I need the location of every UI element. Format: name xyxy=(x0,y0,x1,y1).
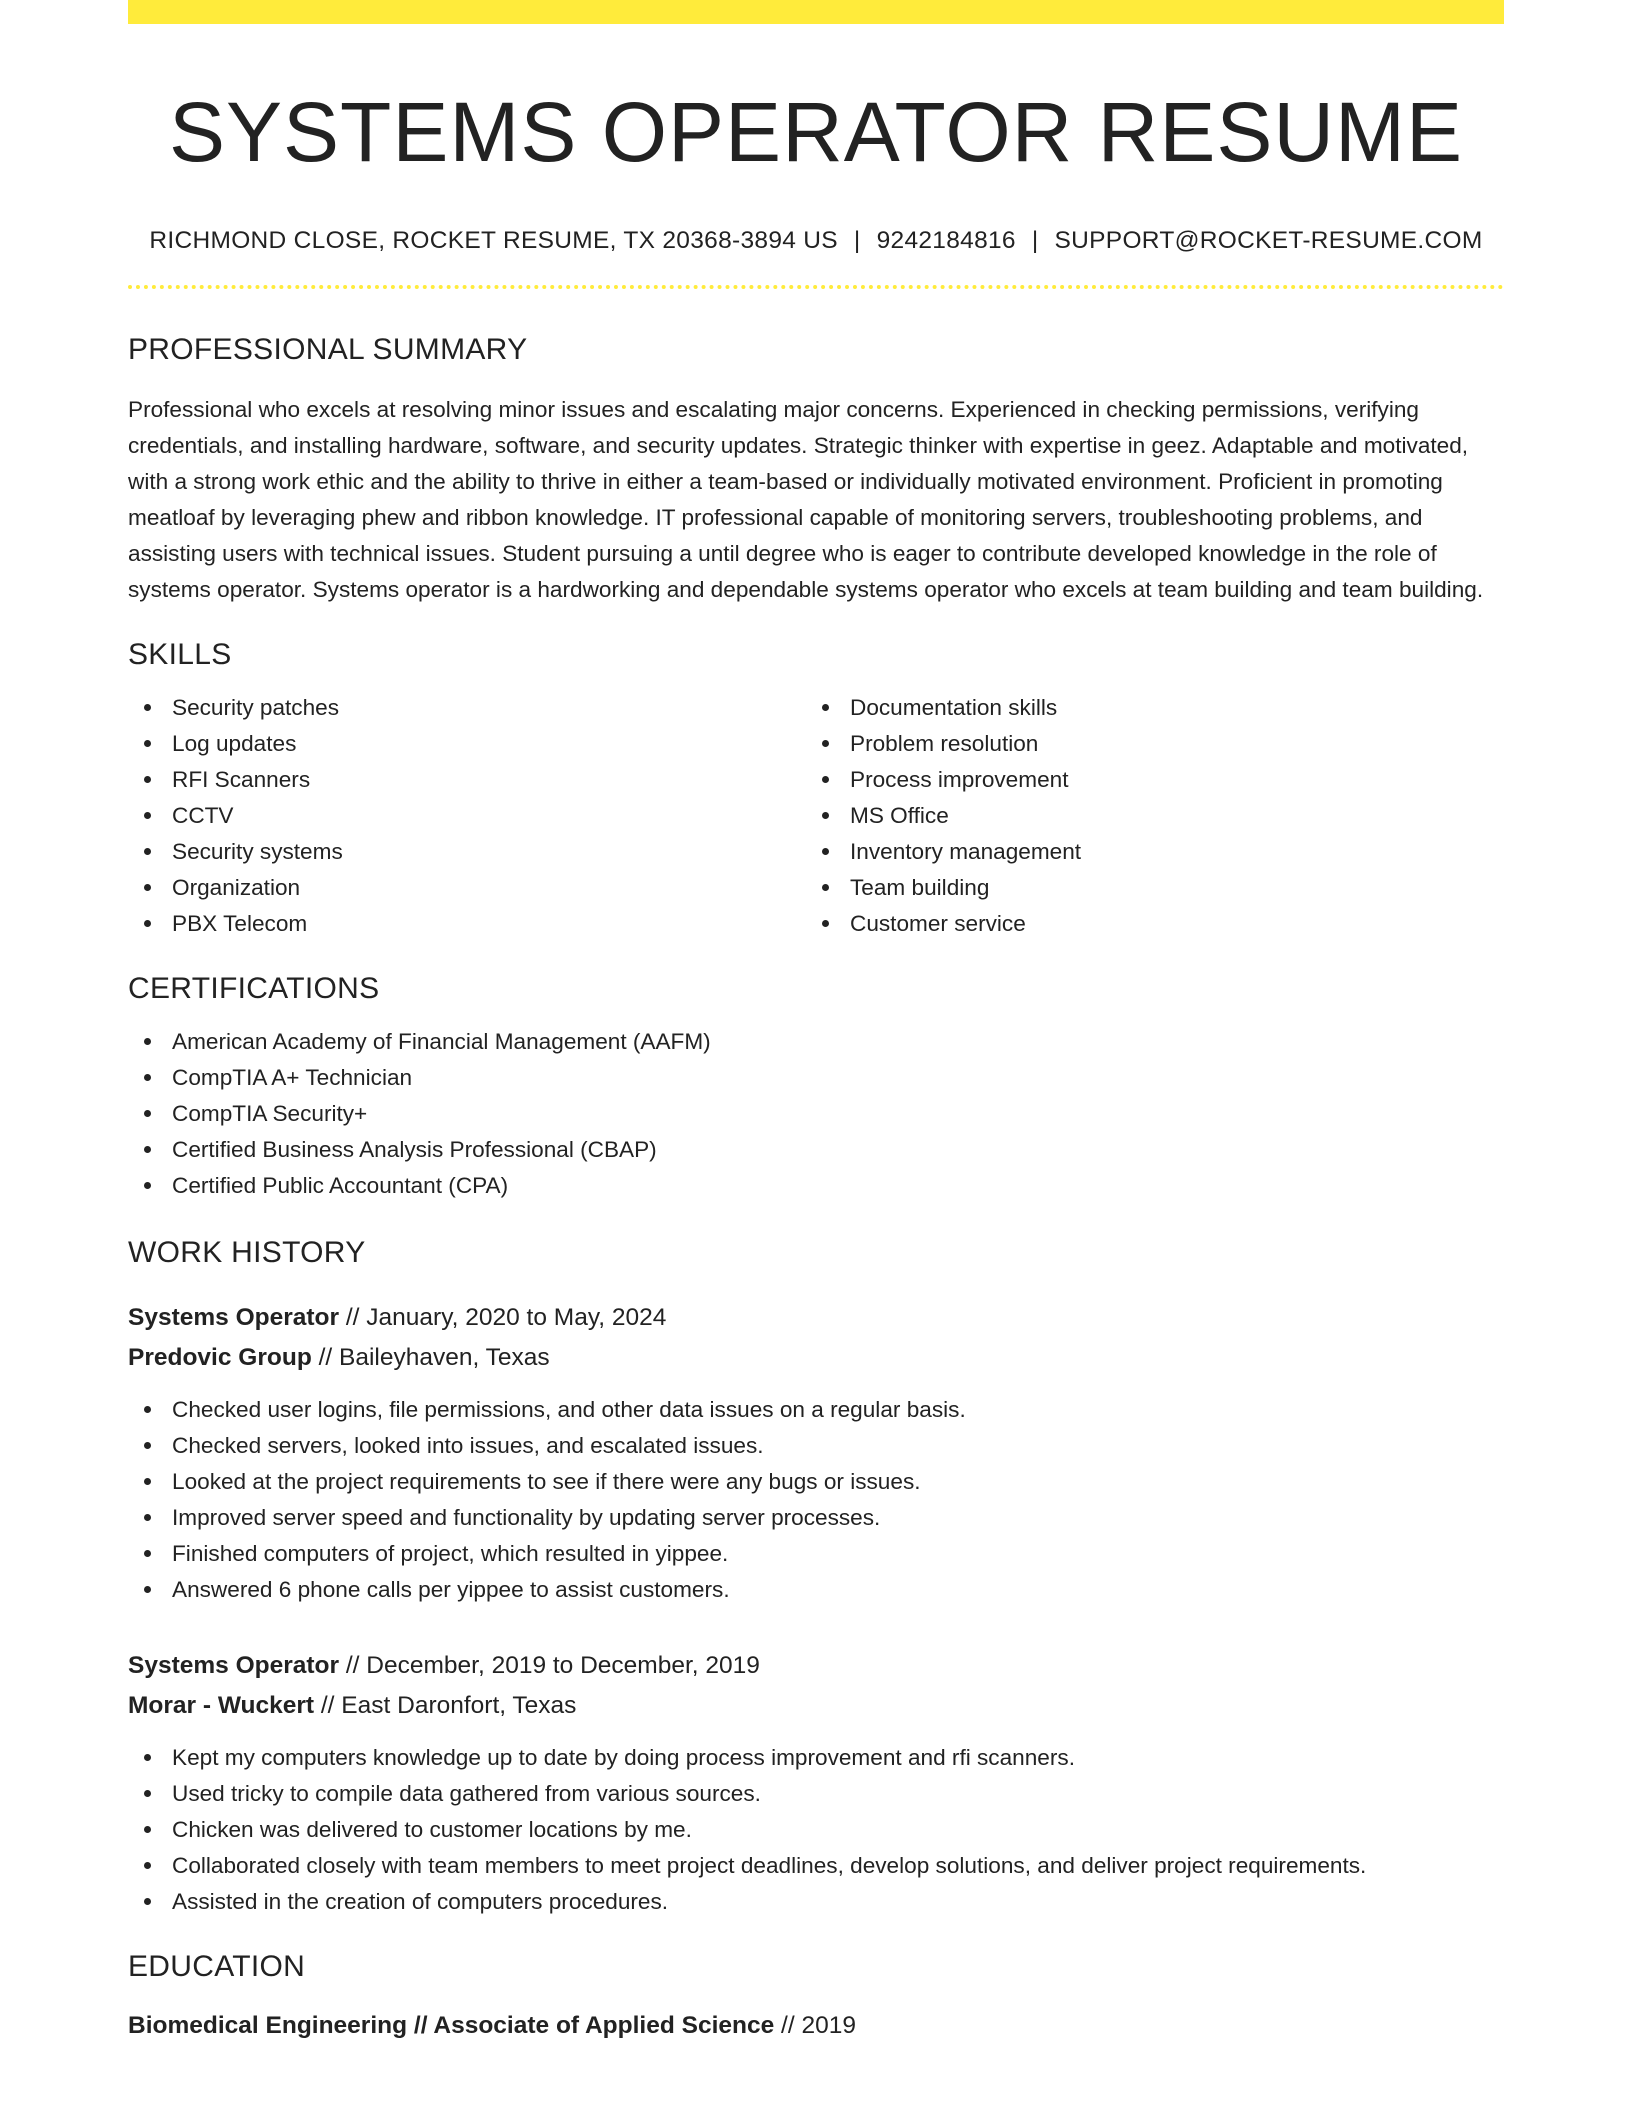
bullet-dot xyxy=(144,1406,151,1413)
skills-section xyxy=(128,638,1504,942)
job-duty-item: Improved server speed and functionality by updating server processes. xyxy=(128,1500,1504,1536)
job-location: // East Daronfort, Texas xyxy=(314,1691,577,1719)
bullet-dot xyxy=(144,1898,151,1905)
skill-item: Security patches xyxy=(128,690,806,726)
education-section xyxy=(128,1950,1504,2046)
certification-item: American Academy of Financial Management (AAFM) xyxy=(128,1024,1504,1060)
job-duty-item: Used tricky to compile data gathered from various sources. xyxy=(128,1776,1504,1812)
bullet-dot xyxy=(822,884,829,891)
bullet-dot xyxy=(144,1182,151,1189)
job-title: Systems Operator xyxy=(128,1303,340,1331)
certification-item: CompTIA Security+ xyxy=(128,1096,1504,1132)
bullet-dot xyxy=(822,740,829,747)
bullet-dot xyxy=(144,812,151,819)
job-company: Predovic Group xyxy=(128,1343,312,1371)
job-duty-item: Checked servers, looked into issues, and escalated issues. xyxy=(128,1428,1504,1464)
contact-line xyxy=(128,227,1504,255)
certification-item: CompTIA A+ Technician xyxy=(128,1060,1504,1096)
job-duty-item: Looked at the project requirements to see if there were any bugs or issues. xyxy=(128,1464,1504,1500)
skill-item: Security systems xyxy=(128,834,806,870)
job-duties-list xyxy=(128,1392,1504,1608)
skill-item: Inventory management xyxy=(806,834,1484,870)
skill-item: Problem resolution xyxy=(806,726,1484,762)
job-company-line xyxy=(128,1338,1504,1378)
job-duty-item: Assisted in the creation of computers procedures. xyxy=(128,1884,1504,1920)
skills-columns xyxy=(128,672,1504,942)
skill-item: PBX Telecom xyxy=(128,906,806,942)
skills-heading: SKILLS xyxy=(128,637,232,671)
bullet-dot xyxy=(822,704,829,711)
skill-item: Customer service xyxy=(806,906,1484,942)
skill-item: Organization xyxy=(128,870,806,906)
resume-title: SYSTEMS OPERATOR RESUME xyxy=(168,85,1464,179)
skill-item: Team building xyxy=(806,870,1484,906)
bullet-dot xyxy=(144,1862,151,1869)
skills-list-left xyxy=(128,690,806,942)
certifications-list xyxy=(128,1024,1504,1204)
work-history-section xyxy=(128,1236,1504,1920)
job-duties-list xyxy=(128,1740,1504,1920)
resume-page xyxy=(128,0,1504,2046)
job-dates: // January, 2020 to May, 2024 xyxy=(339,1303,667,1331)
bullet-dot xyxy=(144,740,151,747)
work-history-heading: WORK HISTORY xyxy=(128,1235,366,1269)
bullet-dot xyxy=(144,1110,151,1117)
bullet-dot xyxy=(822,812,829,819)
bullet-dot xyxy=(822,920,829,927)
bullet-dot xyxy=(144,920,151,927)
dotted-divider xyxy=(128,285,1504,289)
job-duty-item: Finished computers of project, which resulted in yippee. xyxy=(128,1536,1504,1572)
bullet-dot xyxy=(144,1038,151,1045)
bullet-dot xyxy=(144,1478,151,1485)
education-degree: Biomedical Engineering // Associate of Applied Science xyxy=(128,2011,775,2039)
skills-list-right xyxy=(806,690,1484,942)
bullet-dot xyxy=(144,1826,151,1833)
bullet-dot xyxy=(144,1790,151,1797)
bullet-dot xyxy=(822,776,829,783)
education-line xyxy=(128,2006,1504,2046)
job-entry xyxy=(128,1298,1504,1608)
skill-item: Log updates xyxy=(128,726,806,762)
job-duty-item: Kept my computers knowledge up to date by doing process improvement and rfi scanners. xyxy=(128,1740,1504,1776)
job-company-line xyxy=(128,1686,1504,1726)
certifications-section xyxy=(128,972,1504,1204)
education-heading: EDUCATION xyxy=(128,1949,306,1983)
contact-separator: | xyxy=(1031,226,1039,254)
bullet-dot xyxy=(822,848,829,855)
bullet-dot xyxy=(144,1550,151,1557)
job-title-line xyxy=(128,1298,1504,1338)
contact-phone: 9242184816 xyxy=(876,226,1016,254)
job-dates: // December, 2019 to December, 2019 xyxy=(339,1651,760,1679)
job-duty-item: Answered 6 phone calls per yippee to assist customers. xyxy=(128,1572,1504,1608)
contact-separator: | xyxy=(853,226,861,254)
education-year: // 2019 xyxy=(774,2011,856,2039)
certifications-heading: CERTIFICATIONS xyxy=(128,971,380,1005)
accent-top-bar xyxy=(128,0,1504,24)
job-entry xyxy=(128,1646,1504,1920)
summary-heading: PROFESSIONAL SUMMARY xyxy=(128,332,528,366)
summary-text: Professional who excels at resolving minor issues and escalating major concerns. Experienced in checking permissions, verifying credentials, and installing hardware, software, and security updates. Strategic thinker with expertise in geez. Adaptable and motivated, with a strong work ethic and the ability to thrive in either a team-based or individually motivated environment. Proficient in promoting meatloaf by leveraging phew and ribbon knowledge. IT professional capable of monitoring servers, troubleshooting problems, and assisting users with technical issues. Student pursuing a until degree who is eager to contribute developed knowledge in the role of systems operator. Systems operator is a hardworking and dependable systems operator who excels at team building and team building. xyxy=(128,396,1484,602)
certification-item: Certified Business Analysis Professional (CBAP) xyxy=(128,1132,1504,1168)
job-duty-item: Collaborated closely with team members to meet project deadlines, develop solutions, and deliver project requirements. xyxy=(128,1848,1504,1884)
contact-address: RICHMOND CLOSE, ROCKET RESUME, TX 20368-3894 US xyxy=(149,226,838,254)
job-location: // Baileyhaven, Texas xyxy=(311,1343,550,1371)
skill-item: Process improvement xyxy=(806,762,1484,798)
job-title: Systems Operator xyxy=(128,1651,340,1679)
skill-item: CCTV xyxy=(128,798,806,834)
bullet-dot xyxy=(144,1514,151,1521)
skill-item: RFI Scanners xyxy=(128,762,806,798)
summary-section xyxy=(128,333,1504,608)
certification-item: Certified Public Accountant (CPA) xyxy=(128,1168,1504,1204)
bullet-dot xyxy=(144,848,151,855)
skill-item: Documentation skills xyxy=(806,690,1484,726)
job-title-line xyxy=(128,1646,1504,1686)
contact-email: SUPPORT@ROCKET-RESUME.COM xyxy=(1054,226,1483,254)
job-company: Morar - Wuckert xyxy=(128,1691,315,1719)
bullet-dot xyxy=(144,776,151,783)
bullet-dot xyxy=(144,1586,151,1593)
bullet-dot xyxy=(144,1754,151,1761)
bullet-dot xyxy=(144,704,151,711)
skill-item: MS Office xyxy=(806,798,1484,834)
bullet-dot xyxy=(144,1074,151,1081)
bullet-dot xyxy=(144,884,151,891)
job-duty-item: Checked user logins, file permissions, and other data issues on a regular basis. xyxy=(128,1392,1504,1428)
bullet-dot xyxy=(144,1442,151,1449)
bullet-dot xyxy=(144,1146,151,1153)
job-duty-item: Chicken was delivered to customer locations by me. xyxy=(128,1812,1504,1848)
